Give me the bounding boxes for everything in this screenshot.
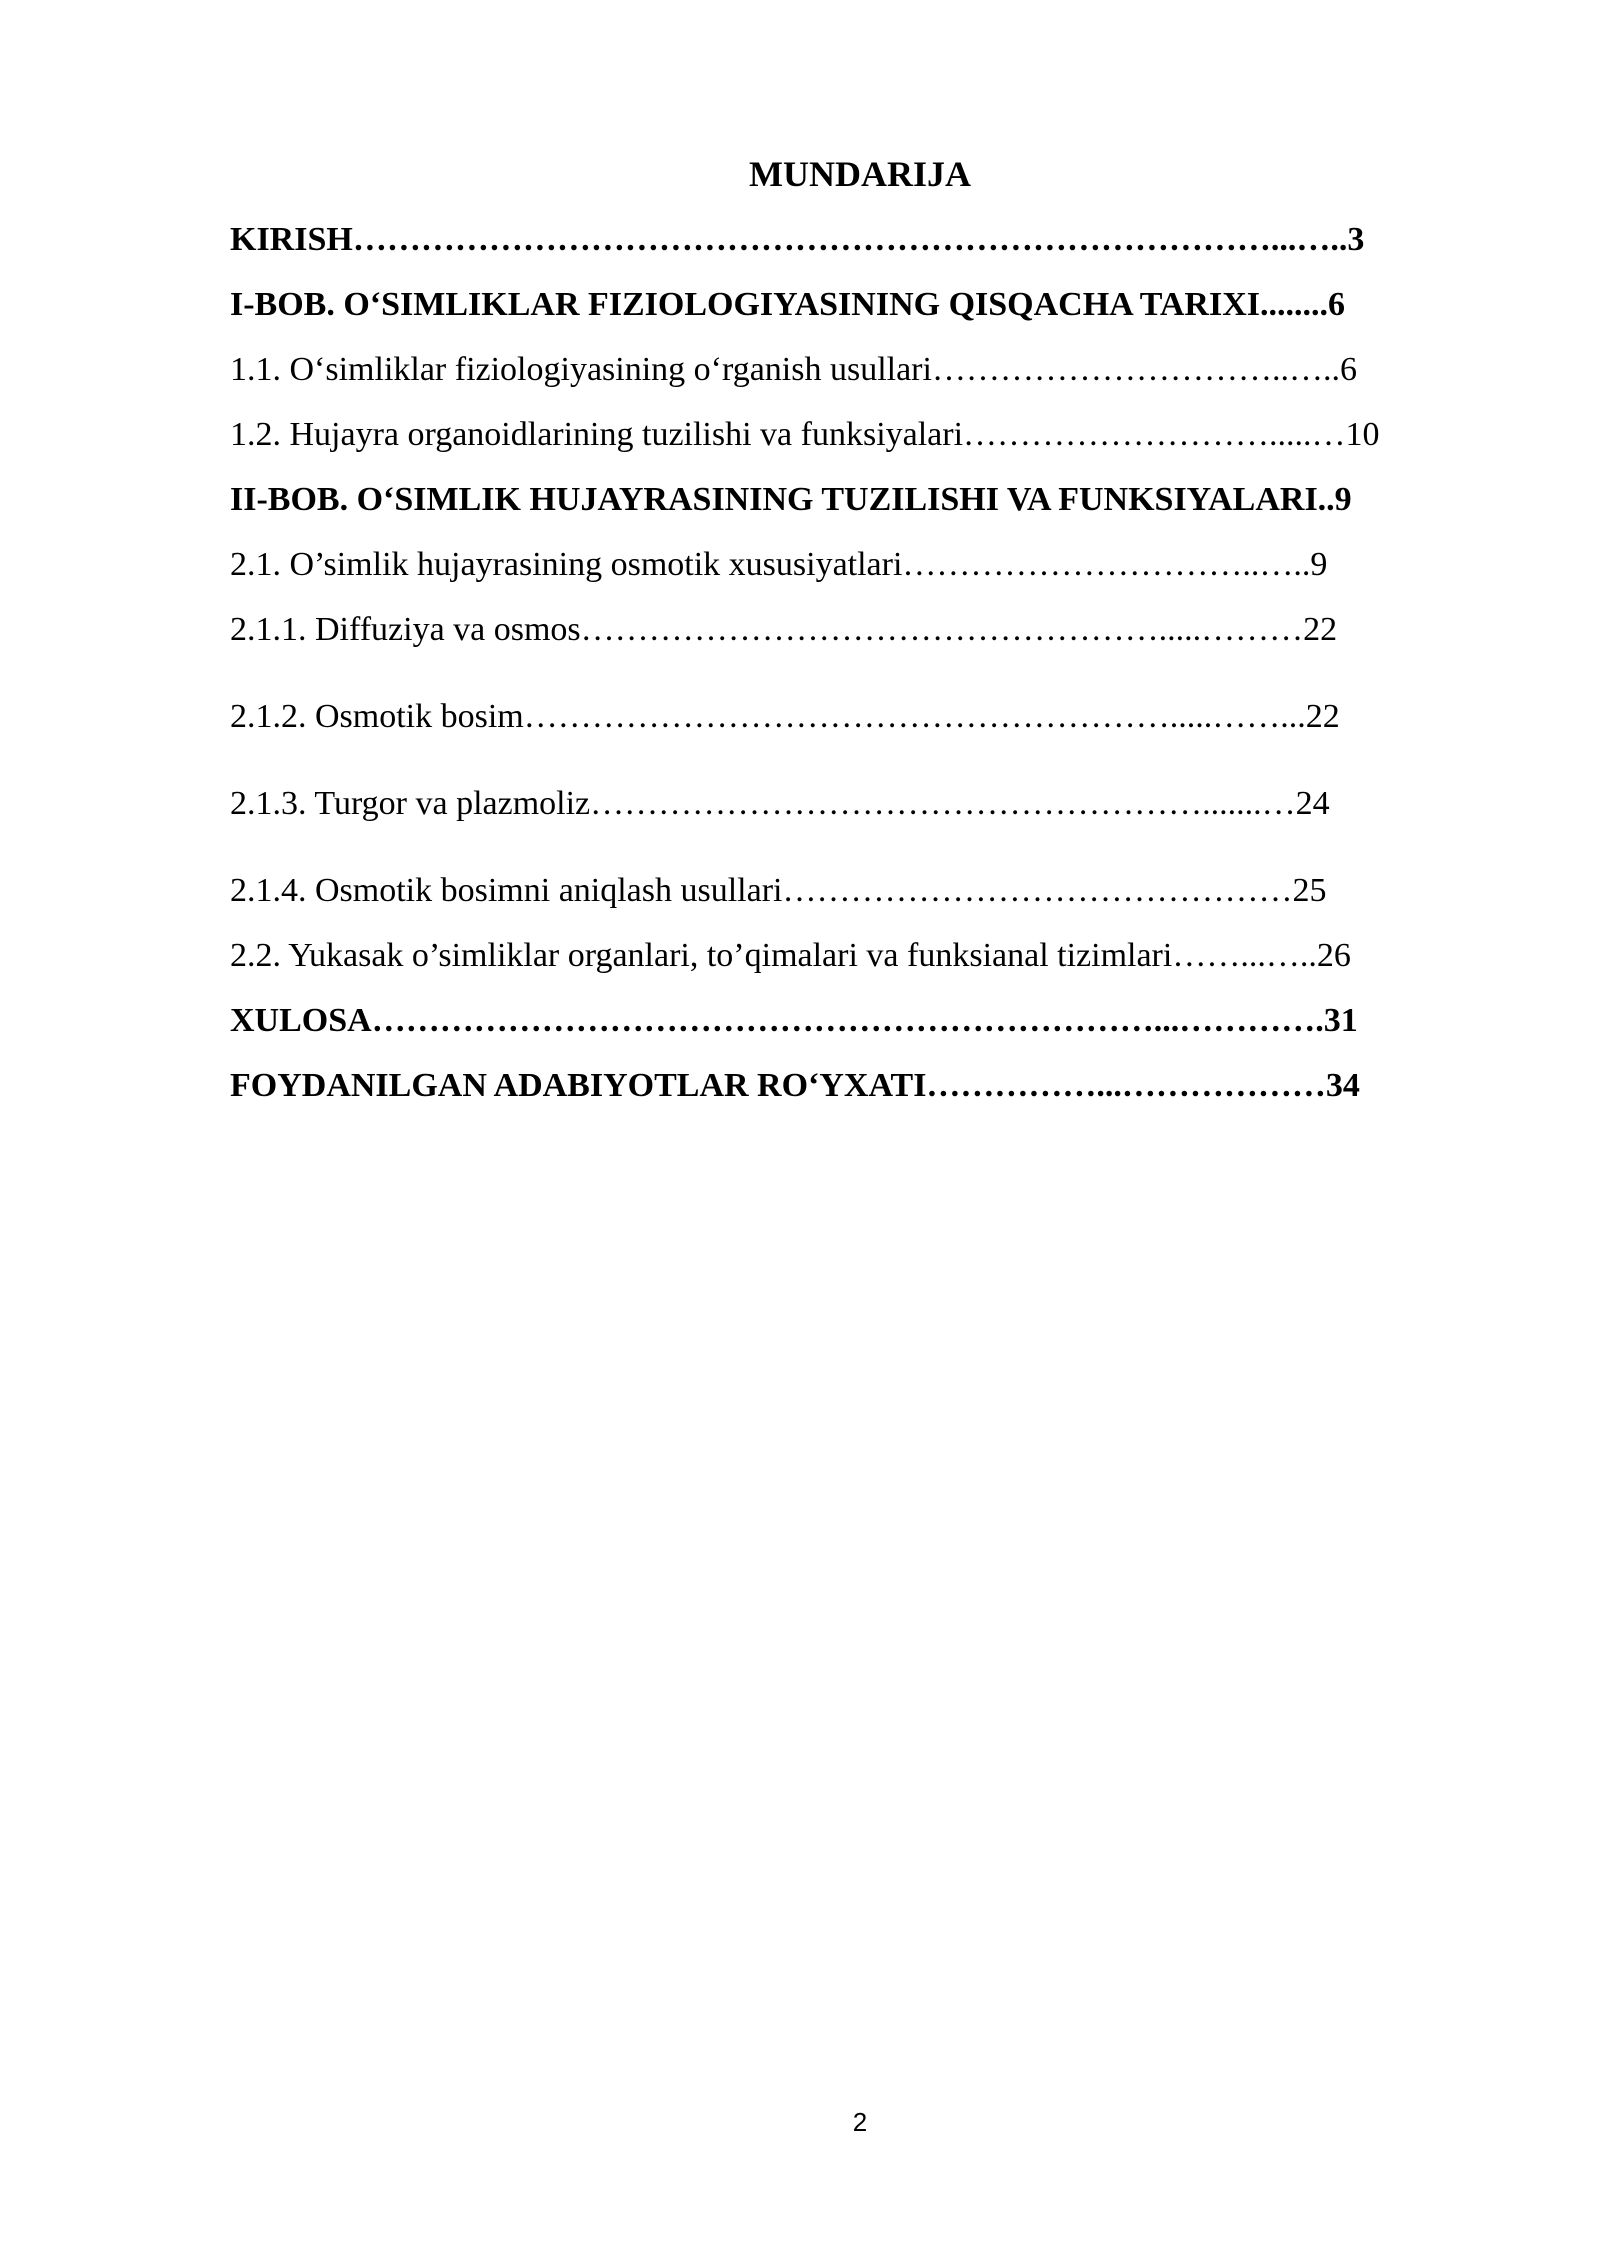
page-number: 2: [852, 2107, 868, 2137]
toc-entry-chapter-1: I-BOB. O‘SIMLIKLAR FIZIOLOGIYASINING QISQACHA TARIXI........6: [230, 286, 1345, 323]
toc-entry-kirish: KIRISH………………………………………………………………………...…..3: [230, 221, 1365, 258]
toc-entry-2-1-3: 2.1.3. Turgor va plazmoliz……………………………………………….......…24: [230, 785, 1330, 822]
toc-entry-2-1-1: 2.1.1. Diffuziya va osmos…………………………………………….....………22: [230, 611, 1338, 648]
toc-entry-xulosa: XULOSA……………………………………………………………...………….31: [230, 1002, 1358, 1039]
toc-entry-1-1: 1.1. O‘simliklar fiziologiyasining o‘rganish usullari…………………………..…..6: [230, 351, 1357, 388]
toc-entry-2-2: 2.2. Yukasak o’simliklar organlari, to’qimalari va funksianal tizimlari……...…..26: [230, 937, 1351, 974]
toc-entry-bibliography: FOYDANILGAN ADABIYOTLAR RO‘YXATI……………...………………34: [230, 1067, 1360, 1104]
toc-heading: MUNDARIJA: [749, 154, 971, 194]
toc-entry-2-1-2: 2.1.2. Osmotik bosim………………………………………………….....……...22: [230, 698, 1340, 735]
toc-entry-2-1: 2.1. O’simlik hujayrasining osmotik xususiyatlari…………………………..…..9: [230, 546, 1328, 583]
toc-entry-chapter-2: II-BOB. O‘SIMLIK HUJAYRASINING TUZILISHI VA FUNKSIYALARI..9: [230, 481, 1352, 518]
toc-entry-2-1-4: 2.1.4. Osmotik bosimni aniqlash usullari………………………………………25: [230, 872, 1327, 909]
toc-entry-1-2: 1.2. Hujayra organoidlarining tuzilishi va funksiyalari……………………….....…10: [230, 416, 1380, 453]
